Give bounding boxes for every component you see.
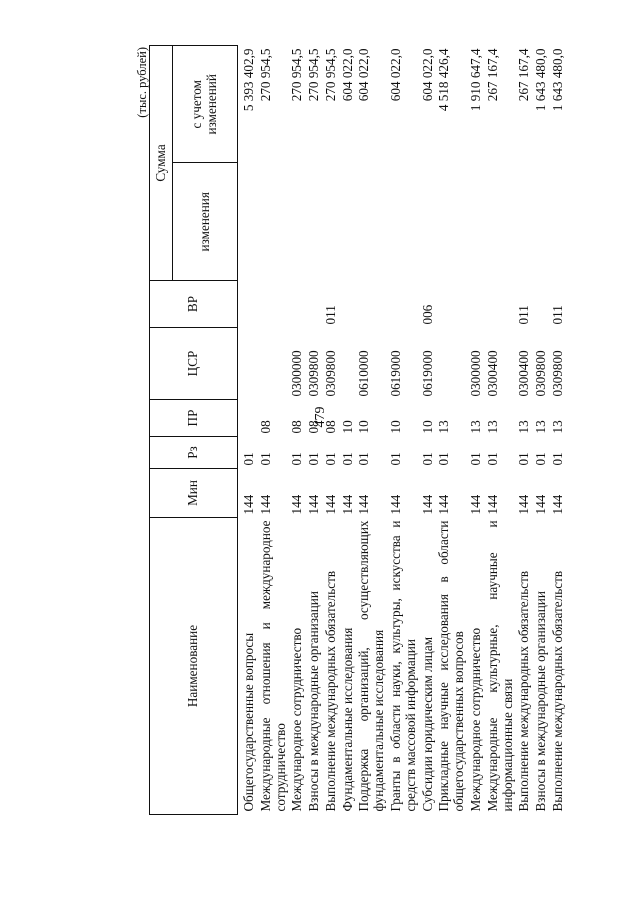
cell-min: 144 bbox=[322, 494, 338, 515]
cell-name: Субсидии юридическим лицам bbox=[419, 636, 435, 812]
cell-sum: 1 910 647,4 bbox=[467, 48, 483, 112]
header-changes: изменения bbox=[173, 163, 238, 281]
cell-min: 144 bbox=[549, 494, 565, 515]
cell-csr bbox=[258, 328, 290, 400]
cell-rz: 01 bbox=[289, 452, 305, 466]
cell-csr bbox=[238, 328, 258, 400]
cell-vr bbox=[485, 281, 517, 328]
cell-vr: 011 bbox=[322, 305, 338, 325]
cell-name: Поддержка организаций, осуществляющих фундаментальные исследования bbox=[356, 520, 387, 812]
cell-name: Международные отношения и международное сотрудничество bbox=[257, 520, 288, 812]
cell-changes bbox=[356, 163, 388, 281]
cell-pr: 08 bbox=[306, 420, 322, 434]
cell-min: 144 bbox=[388, 494, 404, 515]
cell-csr: 0619000 bbox=[388, 350, 404, 397]
cell-vr: 011 bbox=[549, 305, 565, 325]
cell-min: 144 bbox=[516, 494, 532, 515]
cell-sum: 604 022,0 bbox=[419, 48, 435, 102]
cell-pr: 13 bbox=[436, 420, 452, 434]
header-vr: ВР bbox=[150, 281, 238, 328]
cell-vr bbox=[258, 281, 290, 328]
cell-name: Международные культурные, научные и информационные связи bbox=[484, 520, 515, 812]
header-with-changes: с учетом изменений bbox=[173, 46, 238, 164]
cell-min: 144 bbox=[467, 494, 483, 515]
cell-pr: 13 bbox=[484, 420, 500, 434]
unit-label: (тыс. рублей) bbox=[135, 47, 149, 118]
cell-rz: 01 bbox=[241, 452, 256, 466]
cell-sum: 1 643 480,0 bbox=[549, 48, 565, 112]
cell-sum: 5 393 402,9 bbox=[241, 48, 256, 112]
table-row bbox=[238, 46, 258, 815]
cell-rz: 01 bbox=[322, 452, 338, 466]
cell-csr: 0610000 bbox=[356, 350, 372, 397]
header-csr: ЦСР bbox=[150, 328, 238, 400]
cell-changes bbox=[323, 163, 340, 281]
cell-min: 144 bbox=[419, 494, 435, 515]
cell-sum: 4 518 426,4 bbox=[436, 48, 452, 112]
cell-min: 144 bbox=[306, 494, 322, 515]
cell-name: Международное сотрудничество bbox=[467, 627, 483, 812]
cell-changes bbox=[550, 163, 567, 281]
table-row bbox=[323, 46, 340, 815]
cell-name: Выполнение международных обязательств bbox=[516, 570, 532, 812]
cell-pr: 13 bbox=[516, 420, 532, 434]
cell-pr: 13 bbox=[533, 420, 549, 434]
cell-changes bbox=[388, 163, 420, 281]
cell-rz: 01 bbox=[356, 452, 372, 466]
cell-min: 144 bbox=[339, 494, 355, 515]
cell-changes bbox=[238, 163, 258, 281]
cell-name: Взносы в международные организации bbox=[533, 591, 549, 812]
cell-rz: 01 bbox=[306, 452, 322, 466]
cell-vr bbox=[436, 281, 468, 328]
cell-sum: 604 022,0 bbox=[356, 48, 372, 102]
table-row bbox=[485, 46, 517, 815]
cell-sum: 1 643 480,0 bbox=[533, 48, 549, 112]
table-row bbox=[550, 46, 567, 815]
table-row bbox=[356, 46, 388, 815]
budget-table bbox=[149, 45, 567, 815]
cell-rz: 01 bbox=[484, 452, 500, 466]
cell-changes bbox=[420, 163, 437, 281]
cell-sum: 270 954,5 bbox=[289, 48, 305, 102]
cell-csr: 0300400 bbox=[516, 350, 532, 397]
cell-rz: 01 bbox=[549, 452, 565, 466]
cell-min: 144 bbox=[257, 494, 273, 515]
cell-vr: 011 bbox=[516, 305, 532, 325]
cell-name: Фундаментальные исследования bbox=[339, 627, 355, 812]
table-row bbox=[258, 46, 290, 815]
cell-pr: 10 bbox=[356, 420, 372, 434]
header-min: Мин bbox=[150, 469, 238, 518]
cell-vr: 006 bbox=[419, 304, 435, 325]
cell-min: 144 bbox=[356, 494, 372, 515]
cell-rz: 01 bbox=[533, 452, 549, 466]
cell-csr: 0619000 bbox=[419, 350, 435, 397]
cell-vr bbox=[533, 281, 550, 328]
cell-pr: 08 bbox=[289, 420, 305, 434]
cell-changes bbox=[289, 163, 306, 281]
cell-pr: 10 bbox=[388, 420, 404, 434]
cell-name: Выполнение международных обязательств bbox=[322, 570, 338, 812]
cell-csr: 0309800 bbox=[306, 350, 322, 397]
header-rz: Рз bbox=[150, 437, 238, 469]
cell-pr: 10 bbox=[419, 420, 435, 434]
cell-min: 144 bbox=[289, 494, 305, 515]
cell-rz: 01 bbox=[467, 452, 483, 466]
cell-rz: 01 bbox=[516, 452, 532, 466]
page-number: 479 bbox=[313, 406, 328, 428]
cell-csr: 0300000 bbox=[467, 350, 483, 397]
cell-vr bbox=[356, 281, 388, 328]
cell-min: 144 bbox=[533, 494, 549, 515]
table-body bbox=[238, 46, 567, 815]
table-row bbox=[468, 46, 485, 815]
cell-changes bbox=[485, 163, 517, 281]
cell-changes bbox=[340, 163, 357, 281]
cell-sum: 604 022,0 bbox=[388, 48, 404, 102]
cell-changes bbox=[533, 163, 550, 281]
header-name: Наименование bbox=[150, 518, 238, 815]
cell-sum: 604 022,0 bbox=[339, 48, 355, 102]
cell-changes bbox=[468, 163, 485, 281]
cell-csr bbox=[340, 328, 357, 400]
cell-name: Выполнение международных обязательств bbox=[549, 570, 565, 812]
cell-sum: 270 954,5 bbox=[306, 48, 322, 102]
cell-min: 144 bbox=[484, 494, 500, 515]
cell-sum: 270 954,5 bbox=[322, 48, 338, 102]
cell-min: 144 bbox=[241, 494, 256, 515]
cell-name: Общегосударственные вопросы bbox=[241, 632, 256, 812]
table-row bbox=[306, 46, 323, 815]
cell-rz: 01 bbox=[436, 452, 452, 466]
cell-sum: 267 167,4 bbox=[484, 48, 500, 102]
cell-pr bbox=[238, 400, 258, 437]
cell-csr: 0309800 bbox=[322, 350, 338, 397]
table-row bbox=[516, 46, 533, 815]
cell-changes bbox=[306, 163, 323, 281]
cell-vr bbox=[468, 281, 485, 328]
table-row bbox=[436, 46, 468, 815]
cell-pr: 10 bbox=[339, 420, 355, 434]
cell-name: Прикладные научные исследования в области общегосударственных вопросов bbox=[436, 520, 467, 812]
table-row bbox=[533, 46, 550, 815]
cell-rz: 01 bbox=[419, 452, 435, 466]
cell-pr: 08 bbox=[257, 420, 273, 434]
cell-vr bbox=[388, 281, 420, 328]
cell-csr: 0300400 bbox=[484, 350, 500, 397]
table-row bbox=[420, 46, 437, 815]
cell-rz: 01 bbox=[339, 452, 355, 466]
cell-changes bbox=[516, 163, 533, 281]
cell-sum: 267 167,4 bbox=[516, 48, 532, 102]
cell-csr: 0309800 bbox=[549, 350, 565, 397]
cell-rz: 01 bbox=[388, 452, 404, 466]
cell-csr: 0309800 bbox=[533, 350, 549, 397]
cell-min: 144 bbox=[436, 494, 452, 515]
header-pr: ПР bbox=[150, 400, 238, 437]
cell-pr: 13 bbox=[549, 420, 565, 434]
header-row bbox=[150, 46, 173, 815]
cell-changes bbox=[258, 163, 290, 281]
cell-vr bbox=[289, 281, 306, 328]
table-row bbox=[340, 46, 357, 815]
cell-csr: 0300000 bbox=[289, 350, 305, 397]
table-row bbox=[388, 46, 420, 815]
cell-changes bbox=[436, 163, 468, 281]
header-sum: Сумма bbox=[150, 46, 173, 281]
cell-pr: 13 bbox=[467, 420, 483, 434]
cell-vr bbox=[340, 281, 357, 328]
cell-csr bbox=[436, 328, 468, 400]
budget-table-sheet bbox=[135, 45, 575, 815]
cell-pr: 08 bbox=[322, 420, 338, 434]
cell-name: Взносы в международные организации bbox=[306, 591, 322, 812]
cell-vr bbox=[238, 281, 258, 328]
cell-rz: 01 bbox=[257, 452, 273, 466]
cell-name: Гранты в области науки, культуры, искусства и средств массовой информации bbox=[388, 520, 418, 812]
cell-name: Международное сотрудничество bbox=[289, 627, 305, 812]
cell-sum: 270 954,5 bbox=[257, 48, 273, 102]
table-row bbox=[289, 46, 306, 815]
cell-vr bbox=[306, 281, 323, 328]
